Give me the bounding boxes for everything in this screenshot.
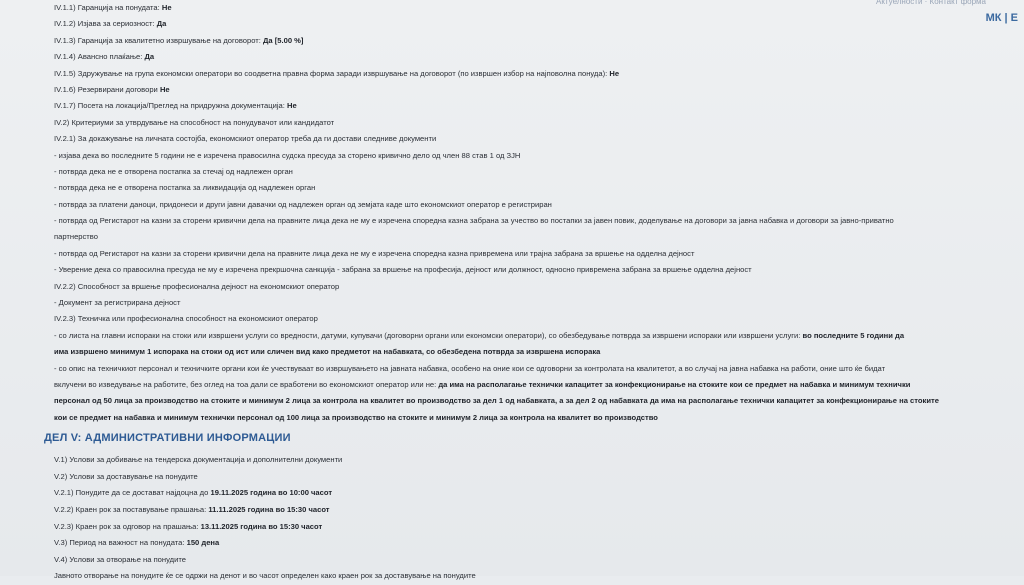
- line-value: 11.11.2025 година во 15:30 часот: [208, 504, 330, 514]
- line-label: IV.1.6) Резервирани договори: [54, 84, 158, 94]
- text-line: [54, 485, 1004, 502]
- text-line: [54, 82, 1004, 98]
- line-label: IV.2) Критериуми за утврдување на способност на понудувачот или кандидатот: [54, 117, 335, 127]
- text-segment: - со листа на главни испораки на стоки или извршени услуги со вредности, датуми, купувачи (договорни органи или економски оператори), со обезбедување потврда за извршени испораки или извршени услуги:: [54, 330, 801, 340]
- text-line: [54, 0, 1004, 16]
- text-line: [54, 535, 1004, 552]
- text-line: [54, 328, 1004, 344]
- text-line: [54, 16, 1004, 32]
- line-label: - потврда дека не е отворена постапка за стечај од надлежен орган: [54, 166, 293, 176]
- text-line: [54, 131, 1004, 147]
- line-label: - Уверение дека со правосилна пресуда не му е изречена прекршочна санкција - забрана за вршење на професија, дејност или должност, односно привремена забрана за вршење одделна дејност: [54, 265, 752, 275]
- line-label: IV.1.4) Авансно плаќање:: [54, 52, 143, 62]
- text-segment: вклучени во изведување на работите, без оглед на тоа дали се вработени во економскиот оператор или не:: [54, 379, 437, 389]
- text-line: [54, 295, 1004, 311]
- text-line: [54, 393, 1004, 409]
- text-line: [54, 469, 1004, 486]
- text-line: [54, 552, 1004, 569]
- line-label: Јавното отворање на понудите ќе се одржи на денот и во часот определен како краен рок за доставување на понудите: [54, 571, 476, 581]
- line-value: Да: [156, 19, 167, 29]
- top-links[interactable]: Актуелности · Контакт форма: [875, 0, 986, 6]
- line-label: IV.1.3) Гаранција за квалитетно извршување на договорот:: [54, 35, 261, 45]
- line-label: V.3) Период на важност на понудата:: [54, 538, 185, 548]
- text-line: [54, 502, 1004, 519]
- line-label: V.1) Услови за добивање на тендерска документација и дополнителни документи: [54, 455, 343, 465]
- line-label: - потврда од Регистарот на казни за сторени кривични дела на правните лица дека не му е изречена споредна казна привремена или трајна забрана за вршење на одделна дејност: [54, 248, 695, 258]
- text-line: [54, 519, 1004, 536]
- line-value: Не: [159, 84, 170, 94]
- text-line: [54, 49, 1004, 65]
- line-label: IV.2.2) Способност за вршење професионална дејност на економскиот оператор: [54, 281, 340, 291]
- text-line: - со опис на техничкиот персонал и техничките органи кои ќе учествуваат во извршувањето на јавната набавка, особено на оние кои се одговорни за контролата на квалитетот, а во случај на јавна набавка на работи, оние што ќе бидат: [54, 363, 886, 373]
- line-label: IV.1.7) Посета на локација/Преглед на придружна документација:: [54, 101, 285, 111]
- text-line: [54, 568, 1004, 585]
- text-line: [54, 98, 1004, 114]
- line-label: V.2.2) Краен рок за поставување прашања:: [54, 504, 207, 514]
- line-label: V.2.1) Понудите да се достават најдоцна до: [54, 488, 209, 498]
- line-label: - потврда за платени даноци, придонеси и други јавни давачки од надлежен орган од земјата каде што економскиот оператор е регистриран: [54, 199, 552, 209]
- line-label: IV.1.2) Изјава за сериозност:: [54, 19, 155, 29]
- text-line: [54, 279, 1004, 295]
- line-label: IV.2.3) Техничка или професионална способност на економскиот оператор: [54, 314, 318, 324]
- text-line: [54, 33, 1004, 49]
- section-4-list-b: [54, 246, 1004, 328]
- line-value: 19.11.2025 година во 10:00 часот: [210, 488, 333, 498]
- section-5-list: [54, 452, 1004, 585]
- text-line: - потврда од Регистарот на казни за сторени кривични дела на правните лица дека не му е изречена споредна казна забрана за учество во постапки за јавен повик, доделување на договори за јавна набавка и договори за јавно-приватно: [54, 216, 894, 226]
- text-segment-bold: во последните 5 години да: [800, 330, 905, 340]
- text-line: [54, 197, 1004, 213]
- text-line: [54, 164, 1004, 180]
- line-value: Не: [287, 101, 297, 111]
- line-label: - потврда дека не е отворена постапка за ликвидација од надлежен орган: [54, 183, 316, 193]
- line-value: Да [5.00 %]: [263, 35, 304, 45]
- tender-notice-content: [44, 0, 1004, 585]
- text-line: [54, 410, 1004, 426]
- text-line: [54, 311, 1004, 327]
- line-value: Да: [144, 52, 155, 62]
- line-value: Не: [609, 68, 620, 78]
- text-line: [54, 344, 1004, 360]
- line-label: IV.2.1) За докажување на личната состојба, економскиот оператор треба да ги достави следниве документи: [54, 134, 437, 144]
- text-segment-bold: кои се предмет на набавка и минимум технички персонал од 100 лица за производство на стоките и минимум 2 лица за контрола на квалитет во производство: [54, 412, 658, 422]
- text-line: [54, 115, 1004, 131]
- section-5-title: ДЕЛ V: АДМИНИСТРАТИВНИ ИНФОРМАЦИИ: [44, 432, 291, 445]
- line-value: Не: [161, 3, 172, 12]
- line-value: 13.11.2025 година во 15:30 часот: [200, 521, 323, 531]
- text-line: [54, 180, 1004, 196]
- line-label: IV.1.5) Здружување на група економски оператори во соодветна правна форма заради извршување на договорот (по извршен избор на најповолна понуда):: [54, 68, 608, 78]
- text-line: [54, 262, 1004, 278]
- language-switch[interactable]: МК | Е: [985, 12, 1018, 24]
- text-line: партнерство: [54, 232, 98, 242]
- line-label: V.2.3) Краен рок за одговор на прашања:: [54, 521, 199, 531]
- line-label: V.2) Услови за доставување на понудите: [54, 471, 198, 481]
- line-label: - Документ за регистрирана дејност: [54, 298, 181, 308]
- text-line: [54, 452, 1004, 469]
- line-value: 150 дена: [186, 538, 220, 548]
- text-segment-bold: персонал од 50 лица за производство на стоките и минимум 2 лица за контрола на квалитет во производство за дел 1 од набавката, а за дел 2 од набавката да има на располагање технички капацитет за конфекционирање на стоките: [54, 396, 939, 406]
- line-label: - изјава дека во последните 5 години не е изречена правосилна судска пресуда за сторено кривично дело од член 88 став 1 од ЗЈН: [54, 150, 521, 160]
- text-segment-bold: има извршено минимум 1 испорака на стоки од ист или сличен вид како предметот на набавката, со обезбедена потврда за извршена испорака: [54, 347, 601, 357]
- text-line: [54, 148, 1004, 164]
- section-4-list-a: [54, 0, 1004, 213]
- text-line: [54, 66, 1004, 82]
- line-label: V.4) Услови за отворање на понудите: [54, 554, 186, 564]
- line-label: IV.1.1) Гаранција на понудата:: [54, 3, 160, 12]
- text-line: [54, 246, 1004, 262]
- text-line: [54, 377, 1004, 393]
- text-segment-bold: да има на располагање технички капацитет за конфекционирање на стоките кои се предмет на набавка и минимум технички: [436, 379, 911, 389]
